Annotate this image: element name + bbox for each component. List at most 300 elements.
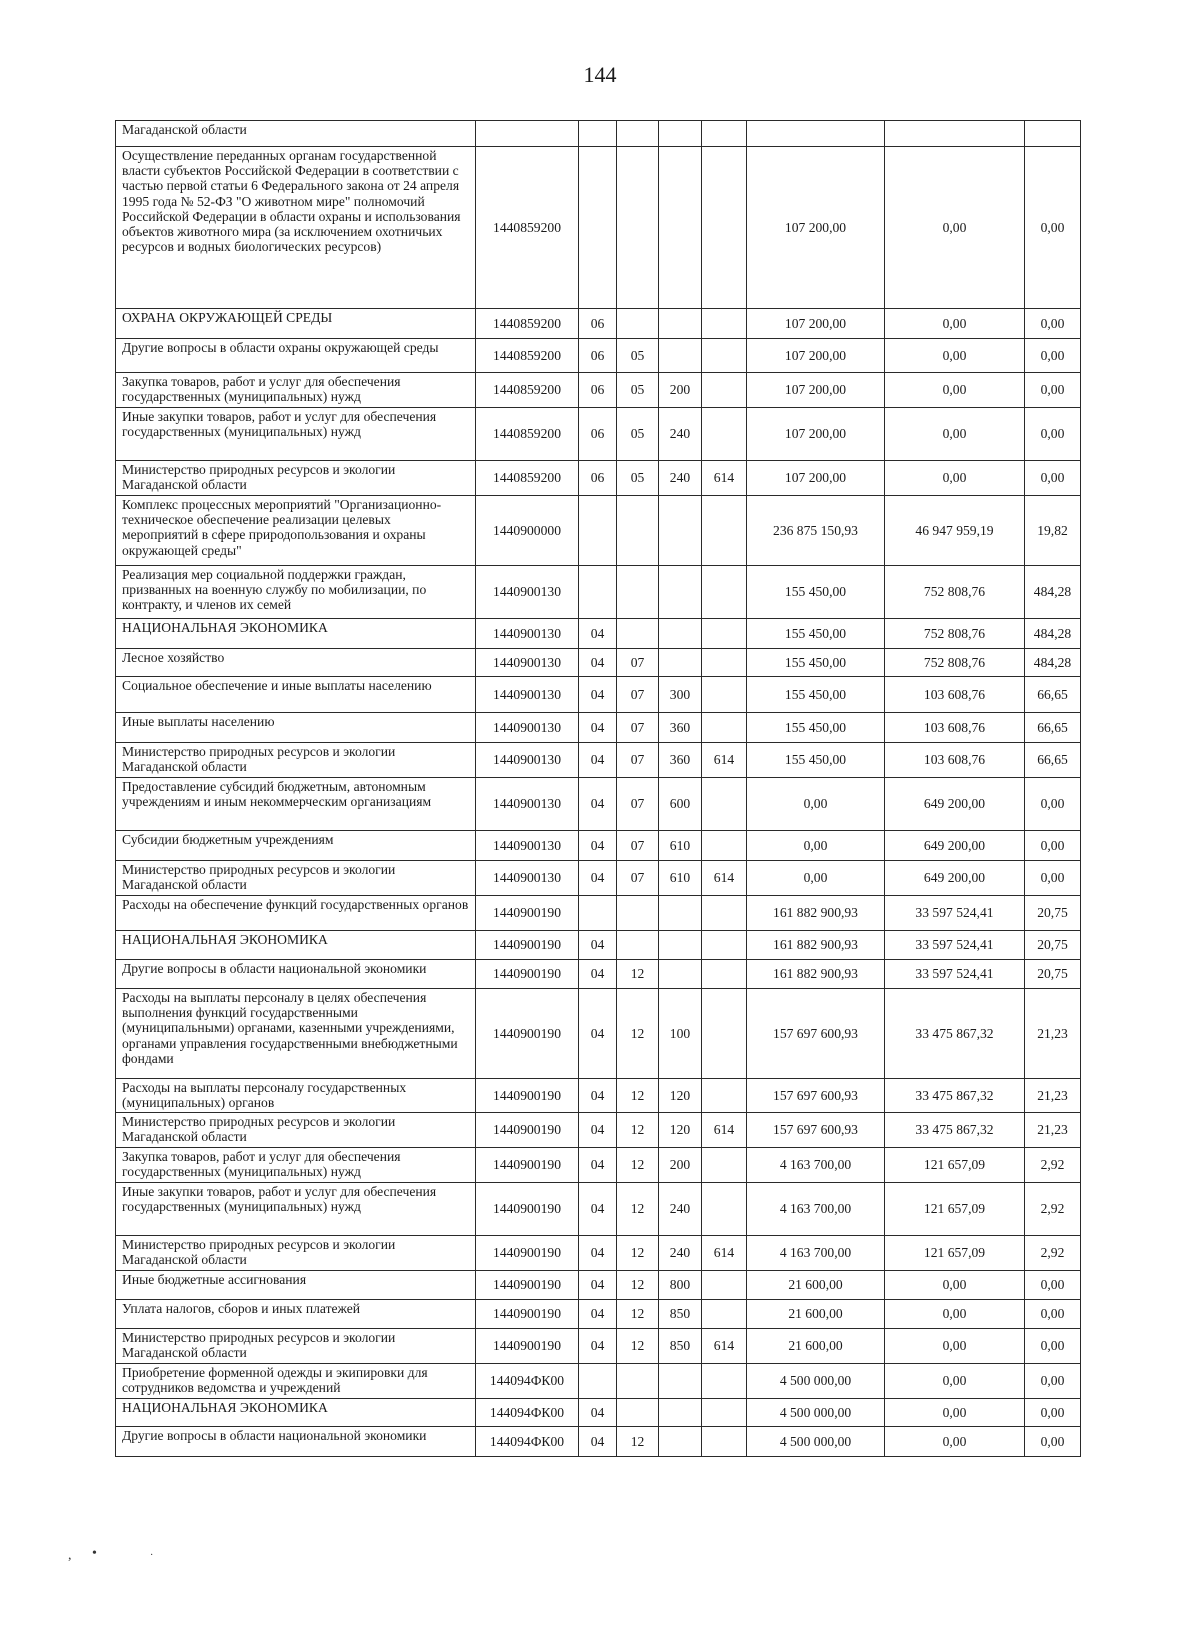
table-row [116, 496, 1081, 566]
cell-actual: 33 597 524,41 [885, 896, 1025, 931]
cell-actual: 0,00 [885, 1364, 1025, 1399]
cell-target-article: 1440900190 [476, 960, 579, 989]
cell-section [579, 147, 617, 309]
cell-administrator [702, 1148, 747, 1183]
cell-subsection [617, 619, 659, 649]
table-row [116, 1364, 1081, 1399]
cell-target-article: 1440900130 [476, 743, 579, 778]
cell-administrator: 614 [702, 461, 747, 496]
cell-percent: 484,28 [1025, 619, 1081, 649]
cell-subsection [617, 496, 659, 566]
table-row [116, 1113, 1081, 1148]
cell-planned: 4 163 700,00 [747, 1236, 885, 1271]
cell-planned: 155 450,00 [747, 566, 885, 619]
cell-percent: 0,00 [1025, 1427, 1081, 1457]
cell-administrator [702, 1300, 747, 1329]
cell-percent: 66,65 [1025, 743, 1081, 778]
cell-expense-type [659, 931, 702, 960]
cell-subsection: 05 [617, 339, 659, 373]
cell-section: 04 [579, 1399, 617, 1427]
cell-planned: 21 600,00 [747, 1329, 885, 1364]
cell-name: Лесное хозяйство [116, 649, 476, 677]
cell-section: 04 [579, 831, 617, 861]
cell-administrator: 614 [702, 1113, 747, 1148]
cell-percent: 0,00 [1025, 1329, 1081, 1364]
cell-administrator: 614 [702, 861, 747, 896]
cell-expense-type: 800 [659, 1271, 702, 1300]
cell-target-article: 1440900130 [476, 649, 579, 677]
table-row [116, 989, 1081, 1079]
cell-name: Расходы на выплаты персоналу государственных (муниципальных) органов [116, 1079, 476, 1113]
cell-name: Иные выплаты населению [116, 713, 476, 743]
table-row [116, 743, 1081, 778]
cell-subsection [617, 566, 659, 619]
table-row [116, 461, 1081, 496]
cell-subsection [617, 1399, 659, 1427]
table-row [116, 1271, 1081, 1300]
cell-planned: 155 450,00 [747, 713, 885, 743]
cell-percent: 66,65 [1025, 713, 1081, 743]
cell-actual: 33 597 524,41 [885, 931, 1025, 960]
cell-target-article: 1440900190 [476, 1329, 579, 1364]
cell-subsection: 12 [617, 1079, 659, 1113]
cell-expense-type: 120 [659, 1079, 702, 1113]
cell-section: 04 [579, 989, 617, 1079]
cell-actual: 33 475 867,32 [885, 1113, 1025, 1148]
cell-subsection: 12 [617, 1236, 659, 1271]
table-row [116, 1329, 1081, 1364]
cell-actual: 103 608,76 [885, 743, 1025, 778]
cell-name: Предоставление субсидий бюджетным, автономным учреждениям и иным некоммерческим организациям [116, 778, 476, 831]
cell-actual: 33 475 867,32 [885, 1079, 1025, 1113]
cell-administrator [702, 677, 747, 713]
cell-target-article: 1440859200 [476, 339, 579, 373]
cell-target-article: 1440859200 [476, 461, 579, 496]
cell-administrator [702, 960, 747, 989]
cell-percent: 0,00 [1025, 408, 1081, 461]
cell-section: 04 [579, 649, 617, 677]
cell-administrator [702, 121, 747, 147]
cell-administrator [702, 339, 747, 373]
cell-name: Иные закупки товаров, работ и услуг для обеспечения государственных (муниципальных) нужд [116, 1183, 476, 1236]
table-row [116, 861, 1081, 896]
cell-actual: 121 657,09 [885, 1236, 1025, 1271]
cell-target-article: 1440900190 [476, 1183, 579, 1236]
table-row [116, 408, 1081, 461]
cell-administrator [702, 496, 747, 566]
cell-actual: 46 947 959,19 [885, 496, 1025, 566]
table-row [116, 339, 1081, 373]
scan-mark: , [68, 1548, 72, 1563]
cell-target-article: 1440900190 [476, 1113, 579, 1148]
cell-subsection: 07 [617, 831, 659, 861]
cell-expense-type [659, 566, 702, 619]
cell-administrator [702, 649, 747, 677]
table-row [116, 566, 1081, 619]
cell-expense-type: 360 [659, 743, 702, 778]
cell-subsection: 12 [617, 1427, 659, 1457]
table-row [116, 713, 1081, 743]
cell-expense-type: 600 [659, 778, 702, 831]
cell-actual: 33 475 867,32 [885, 989, 1025, 1079]
cell-planned: 161 882 900,93 [747, 960, 885, 989]
cell-expense-type: 240 [659, 461, 702, 496]
cell-actual: 649 200,00 [885, 831, 1025, 861]
cell-administrator [702, 831, 747, 861]
cell-administrator [702, 309, 747, 339]
cell-expense-type [659, 649, 702, 677]
table-row [116, 778, 1081, 831]
page-number: 144 [583, 62, 617, 87]
cell-percent: 66,65 [1025, 677, 1081, 713]
cell-planned: 155 450,00 [747, 677, 885, 713]
cell-planned: 107 200,00 [747, 147, 885, 309]
cell-percent: 0,00 [1025, 339, 1081, 373]
cell-administrator: 614 [702, 1329, 747, 1364]
cell-section: 04 [579, 619, 617, 649]
cell-name: Иные бюджетные ассигнования [116, 1271, 476, 1300]
cell-planned: 4 500 000,00 [747, 1427, 885, 1457]
cell-target-article: 1440900130 [476, 778, 579, 831]
cell-expense-type: 850 [659, 1329, 702, 1364]
cell-planned: 157 697 600,93 [747, 989, 885, 1079]
cell-target-article: 1440900130 [476, 619, 579, 649]
cell-expense-type [659, 619, 702, 649]
cell-subsection: 05 [617, 408, 659, 461]
cell-name: Иные закупки товаров, работ и услуг для обеспечения государственных (муниципальных) нужд [116, 408, 476, 461]
cell-subsection: 07 [617, 861, 659, 896]
cell-planned: 157 697 600,93 [747, 1113, 885, 1148]
cell-percent: 0,00 [1025, 1271, 1081, 1300]
cell-administrator [702, 566, 747, 619]
cell-target-article: 144094ФК00 [476, 1399, 579, 1427]
cell-target-article: 144094ФК00 [476, 1427, 579, 1457]
cell-actual: 33 597 524,41 [885, 960, 1025, 989]
cell-target-article: 1440900190 [476, 1300, 579, 1329]
cell-planned: 107 200,00 [747, 339, 885, 373]
cell-percent: 21,23 [1025, 1113, 1081, 1148]
cell-subsection: 12 [617, 1300, 659, 1329]
cell-target-article: 1440900000 [476, 496, 579, 566]
cell-subsection: 05 [617, 461, 659, 496]
cell-target-article [476, 121, 579, 147]
cell-expense-type [659, 960, 702, 989]
cell-actual: 0,00 [885, 309, 1025, 339]
cell-percent: 21,23 [1025, 989, 1081, 1079]
cell-administrator [702, 1079, 747, 1113]
cell-actual: 103 608,76 [885, 713, 1025, 743]
cell-expense-type [659, 1364, 702, 1399]
cell-name: НАЦИОНАЛЬНАЯ ЭКОНОМИКА [116, 1399, 476, 1427]
cell-administrator [702, 778, 747, 831]
cell-target-article: 1440859200 [476, 373, 579, 408]
cell-name: Реализация мер социальной поддержки граждан, призванных на военную службу по мобилизации, по контракту, и членов их семей [116, 566, 476, 619]
cell-administrator [702, 1183, 747, 1236]
cell-expense-type [659, 339, 702, 373]
cell-subsection [617, 1364, 659, 1399]
cell-target-article: 1440859200 [476, 147, 579, 309]
cell-administrator [702, 1364, 747, 1399]
table-row [116, 1183, 1081, 1236]
cell-planned: 4 163 700,00 [747, 1148, 885, 1183]
cell-expense-type: 240 [659, 1236, 702, 1271]
table-row [116, 649, 1081, 677]
cell-planned: 21 600,00 [747, 1271, 885, 1300]
cell-actual: 0,00 [885, 408, 1025, 461]
cell-subsection [617, 121, 659, 147]
table-row [116, 309, 1081, 339]
cell-section: 04 [579, 713, 617, 743]
cell-target-article: 1440859200 [476, 309, 579, 339]
cell-subsection: 12 [617, 1329, 659, 1364]
cell-expense-type: 850 [659, 1300, 702, 1329]
cell-subsection: 07 [617, 778, 659, 831]
cell-section: 04 [579, 1113, 617, 1148]
table-row [116, 1236, 1081, 1271]
cell-expense-type: 120 [659, 1113, 702, 1148]
cell-percent: 21,23 [1025, 1079, 1081, 1113]
cell-planned: 0,00 [747, 861, 885, 896]
cell-expense-type [659, 896, 702, 931]
cell-percent: 0,00 [1025, 831, 1081, 861]
cell-actual: 649 200,00 [885, 861, 1025, 896]
cell-target-article: 1440900190 [476, 1236, 579, 1271]
cell-planned: 107 200,00 [747, 373, 885, 408]
cell-actual: 0,00 [885, 1300, 1025, 1329]
cell-name: Уплата налогов, сборов и иных платежей [116, 1300, 476, 1329]
cell-administrator [702, 1399, 747, 1427]
cell-administrator: 614 [702, 743, 747, 778]
cell-section: 04 [579, 1183, 617, 1236]
table-row [116, 931, 1081, 960]
cell-planned: 155 450,00 [747, 619, 885, 649]
cell-subsection: 12 [617, 1113, 659, 1148]
cell-percent: 0,00 [1025, 309, 1081, 339]
table-row [116, 896, 1081, 931]
cell-name: Министерство природных ресурсов и экологии Магаданской области [116, 461, 476, 496]
cell-expense-type [659, 121, 702, 147]
cell-planned: 107 200,00 [747, 408, 885, 461]
cell-section [579, 121, 617, 147]
cell-target-article: 144094ФК00 [476, 1364, 579, 1399]
cell-percent: 0,00 [1025, 1364, 1081, 1399]
cell-actual: 0,00 [885, 373, 1025, 408]
cell-subsection: 07 [617, 677, 659, 713]
cell-actual: 0,00 [885, 147, 1025, 309]
cell-name: Расходы на обеспечение функций государственных органов [116, 896, 476, 931]
table-row [116, 1300, 1081, 1329]
cell-percent: 0,00 [1025, 1399, 1081, 1427]
cell-expense-type: 240 [659, 1183, 702, 1236]
cell-expense-type: 240 [659, 408, 702, 461]
cell-expense-type: 100 [659, 989, 702, 1079]
cell-name: Приобретение форменной одежды и экипировки для сотрудников ведомства и учреждений [116, 1364, 476, 1399]
cell-actual: 0,00 [885, 1271, 1025, 1300]
cell-expense-type: 610 [659, 831, 702, 861]
table-row [116, 1148, 1081, 1183]
cell-subsection: 12 [617, 960, 659, 989]
cell-section: 04 [579, 1271, 617, 1300]
cell-subsection [617, 147, 659, 309]
cell-actual: 752 808,76 [885, 619, 1025, 649]
cell-actual: 0,00 [885, 1329, 1025, 1364]
cell-target-article: 1440900190 [476, 989, 579, 1079]
cell-section: 04 [579, 778, 617, 831]
cell-planned: 0,00 [747, 778, 885, 831]
cell-percent: 0,00 [1025, 147, 1081, 309]
cell-name: Министерство природных ресурсов и экологии Магаданской области [116, 743, 476, 778]
cell-section [579, 1364, 617, 1399]
cell-name: Комплекс процессных мероприятий "Организационно-техническое обеспечение реализации целевых мероприятий в сфере природопользования и охраны окружающей среды" [116, 496, 476, 566]
cell-target-article: 1440900130 [476, 861, 579, 896]
cell-administrator [702, 408, 747, 461]
cell-administrator [702, 147, 747, 309]
cell-planned: 4 163 700,00 [747, 1183, 885, 1236]
cell-planned: 157 697 600,93 [747, 1079, 885, 1113]
cell-subsection: 12 [617, 1271, 659, 1300]
cell-name: Расходы на выплаты персоналу в целях обеспечения выполнения функций государственными (муниципальными) органами, казенными учреждениями, органами управления государственными внебюджетными фондами [116, 989, 476, 1079]
table-row [116, 1427, 1081, 1457]
table-row [116, 619, 1081, 649]
cell-section: 06 [579, 408, 617, 461]
cell-expense-type [659, 496, 702, 566]
cell-name: Министерство природных ресурсов и экологии Магаданской области [116, 1329, 476, 1364]
cell-percent: 2,92 [1025, 1148, 1081, 1183]
cell-name: Субсидии бюджетным учреждениям [116, 831, 476, 861]
cell-name: Осуществление переданных органам государственной власти субъектов Российской Федерации в соответствии с частью первой статьи 6 Федерального закона от 24 апреля 1995 года № 52-ФЗ "О животном мире" полномочий Российской Федерации в области охраны и использования объектов животного мира (за исключением охотничьих ресурсов и водных биологических ресурсов) [116, 147, 476, 309]
cell-section: 04 [579, 1236, 617, 1271]
cell-section [579, 896, 617, 931]
cell-actual: 649 200,00 [885, 778, 1025, 831]
cell-percent: 19,82 [1025, 496, 1081, 566]
cell-actual [885, 121, 1025, 147]
cell-planned: 161 882 900,93 [747, 896, 885, 931]
cell-target-article: 1440900130 [476, 831, 579, 861]
cell-name: Министерство природных ресурсов и экологии Магаданской области [116, 1113, 476, 1148]
cell-section [579, 566, 617, 619]
cell-planned: 0,00 [747, 831, 885, 861]
cell-administrator [702, 989, 747, 1079]
cell-expense-type [659, 309, 702, 339]
cell-expense-type: 300 [659, 677, 702, 713]
cell-administrator: 614 [702, 1236, 747, 1271]
cell-section: 04 [579, 931, 617, 960]
cell-subsection [617, 309, 659, 339]
cell-section: 06 [579, 373, 617, 408]
table-row [116, 960, 1081, 989]
cell-actual: 752 808,76 [885, 566, 1025, 619]
cell-administrator [702, 619, 747, 649]
cell-subsection: 07 [617, 649, 659, 677]
cell-section: 04 [579, 861, 617, 896]
cell-percent: 484,28 [1025, 649, 1081, 677]
budget-table [115, 120, 1081, 1457]
cell-section: 06 [579, 461, 617, 496]
cell-actual: 121 657,09 [885, 1148, 1025, 1183]
cell-expense-type: 610 [659, 861, 702, 896]
cell-planned: 161 882 900,93 [747, 931, 885, 960]
cell-section: 04 [579, 743, 617, 778]
cell-section: 04 [579, 1079, 617, 1113]
cell-subsection: 05 [617, 373, 659, 408]
cell-percent: 0,00 [1025, 861, 1081, 896]
cell-section: 06 [579, 339, 617, 373]
table-row [116, 831, 1081, 861]
cell-percent: 0,00 [1025, 1300, 1081, 1329]
cell-planned [747, 121, 885, 147]
table-row [116, 373, 1081, 408]
cell-administrator [702, 931, 747, 960]
cell-section [579, 496, 617, 566]
cell-actual: 103 608,76 [885, 677, 1025, 713]
cell-planned: 155 450,00 [747, 743, 885, 778]
cell-target-article: 1440900190 [476, 1148, 579, 1183]
cell-section: 04 [579, 677, 617, 713]
scan-mark: • [92, 1546, 97, 1561]
cell-expense-type: 360 [659, 713, 702, 743]
cell-name: Магаданской области [116, 121, 476, 147]
cell-percent: 2,92 [1025, 1236, 1081, 1271]
cell-administrator [702, 373, 747, 408]
cell-subsection: 12 [617, 1148, 659, 1183]
cell-percent: 20,75 [1025, 960, 1081, 989]
cell-section: 06 [579, 309, 617, 339]
cell-name: Другие вопросы в области национальной экономики [116, 960, 476, 989]
cell-subsection [617, 931, 659, 960]
scan-mark: · [150, 1550, 154, 1561]
cell-target-article: 1440900190 [476, 931, 579, 960]
cell-section: 04 [579, 1329, 617, 1364]
cell-percent: 484,28 [1025, 566, 1081, 619]
cell-actual: 0,00 [885, 1427, 1025, 1457]
cell-name: Другие вопросы в области национальной экономики [116, 1427, 476, 1457]
cell-planned: 4 500 000,00 [747, 1399, 885, 1427]
cell-target-article: 1440859200 [476, 408, 579, 461]
cell-expense-type: 200 [659, 373, 702, 408]
cell-subsection: 07 [617, 713, 659, 743]
cell-name: НАЦИОНАЛЬНАЯ ЭКОНОМИКА [116, 931, 476, 960]
cell-section: 04 [579, 960, 617, 989]
cell-target-article: 1440900130 [476, 677, 579, 713]
cell-administrator [702, 896, 747, 931]
cell-percent [1025, 121, 1081, 147]
cell-planned: 107 200,00 [747, 309, 885, 339]
cell-target-article: 1440900130 [476, 566, 579, 619]
cell-percent: 0,00 [1025, 778, 1081, 831]
table-row [116, 677, 1081, 713]
table-row [116, 121, 1081, 147]
cell-percent: 0,00 [1025, 373, 1081, 408]
cell-administrator [702, 1271, 747, 1300]
cell-expense-type [659, 147, 702, 309]
cell-name: НАЦИОНАЛЬНАЯ ЭКОНОМИКА [116, 619, 476, 649]
cell-actual: 0,00 [885, 1399, 1025, 1427]
cell-name: Министерство природных ресурсов и экологии Магаданской области [116, 1236, 476, 1271]
cell-subsection: 12 [617, 1183, 659, 1236]
cell-name: Другие вопросы в области охраны окружающей среды [116, 339, 476, 373]
cell-administrator [702, 1427, 747, 1457]
cell-expense-type [659, 1399, 702, 1427]
cell-section: 04 [579, 1148, 617, 1183]
cell-expense-type: 200 [659, 1148, 702, 1183]
cell-percent: 20,75 [1025, 896, 1081, 931]
cell-name: Министерство природных ресурсов и экологии Магаданской области [116, 861, 476, 896]
table-row [116, 147, 1081, 309]
cell-percent: 0,00 [1025, 461, 1081, 496]
cell-name: ОХРАНА ОКРУЖАЮЩЕЙ СРЕДЫ [116, 309, 476, 339]
cell-planned: 236 875 150,93 [747, 496, 885, 566]
cell-administrator [702, 713, 747, 743]
